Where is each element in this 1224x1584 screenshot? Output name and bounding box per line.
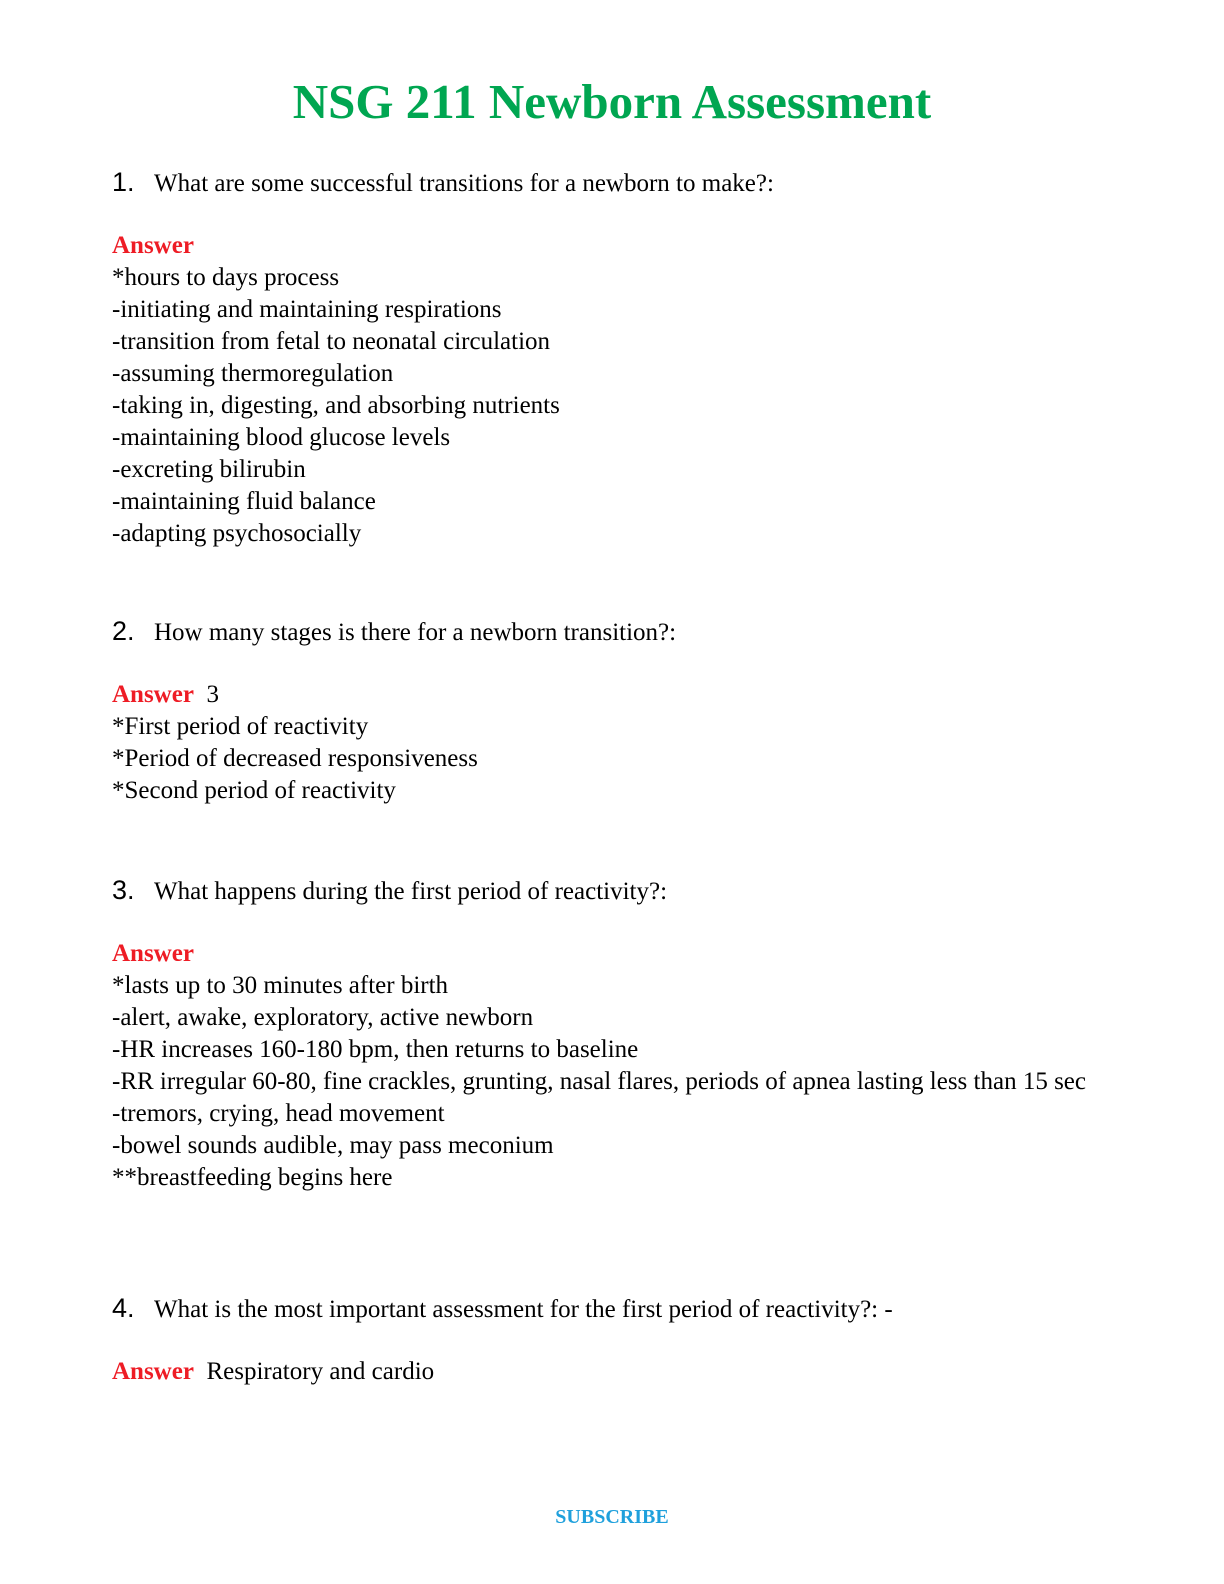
answer-line: *Period of decreased responsiveness [112, 745, 478, 772]
answer-line: -adapting psychosocially [112, 520, 362, 547]
answer-line: *First period of reactivity [112, 713, 369, 740]
answer-line: *Second period of reactivity [112, 777, 396, 804]
answer-line: -taking in, digesting, and absorbing nutrients [112, 392, 560, 419]
answer-label: Answer [112, 232, 194, 259]
answer-line: -maintaining fluid balance [112, 488, 376, 515]
answer-label: Answer [112, 1358, 194, 1385]
answer-line: -transition from fetal to neonatal circulation [112, 328, 551, 355]
answer-line: -bowel sounds audible, may pass meconium [112, 1132, 554, 1159]
answer-line: -excreting bilirubin [112, 456, 306, 483]
subscribe-link[interactable]: SUBSCRIBE [555, 1506, 669, 1528]
question-number: 2. [112, 616, 135, 646]
answer-line: **breastfeeding begins here [112, 1164, 393, 1191]
question-text: What are some successful transitions for a newborn to make?: [154, 170, 774, 197]
question-text: What is the most important assessment for the first period of reactivity?: - [154, 1296, 893, 1323]
answer-label: Answer [112, 940, 194, 967]
answer-4 [112, 1356, 1122, 1388]
answer-label: Answer [112, 681, 194, 708]
answer-line: -maintaining blood glucose levels [112, 424, 451, 451]
answer-1 [112, 230, 1122, 550]
question-1 [112, 166, 774, 200]
question-4 [112, 1292, 893, 1326]
answer-2 [112, 679, 1122, 807]
question-3 [112, 874, 667, 908]
answer-line: -tremors, crying, head movement [112, 1100, 445, 1127]
answer-line: -assuming thermoregulation [112, 360, 394, 387]
answer-line: -HR increases 160-180 bpm, then returns to baseline [112, 1036, 639, 1063]
page-title: NSG 211 Newborn Assessment [292, 74, 932, 129]
answer-line: -RR irregular 60-80, fine crackles, grunting, nasal flares, periods of apnea lasting less than 15 sec [112, 1068, 1086, 1095]
answer-inline: 3 [206, 681, 219, 708]
question-number: 1. [112, 167, 135, 197]
question-2 [112, 615, 676, 649]
question-text: How many stages is there for a newborn transition?: [154, 619, 677, 646]
answer-line: -alert, awake, exploratory, active newborn [112, 1004, 534, 1031]
answer-line: *hours to days process [112, 264, 340, 291]
question-number: 3. [112, 875, 135, 905]
question-number: 4. [112, 1293, 135, 1323]
answer-line: -initiating and maintaining respirations [112, 296, 502, 323]
answer-line: *lasts up to 30 minutes after birth [112, 972, 449, 999]
answer-inline: Respiratory and cardio [206, 1358, 435, 1385]
answer-3 [112, 938, 1122, 1194]
question-text: What happens during the first period of reactivity?: [154, 878, 668, 905]
